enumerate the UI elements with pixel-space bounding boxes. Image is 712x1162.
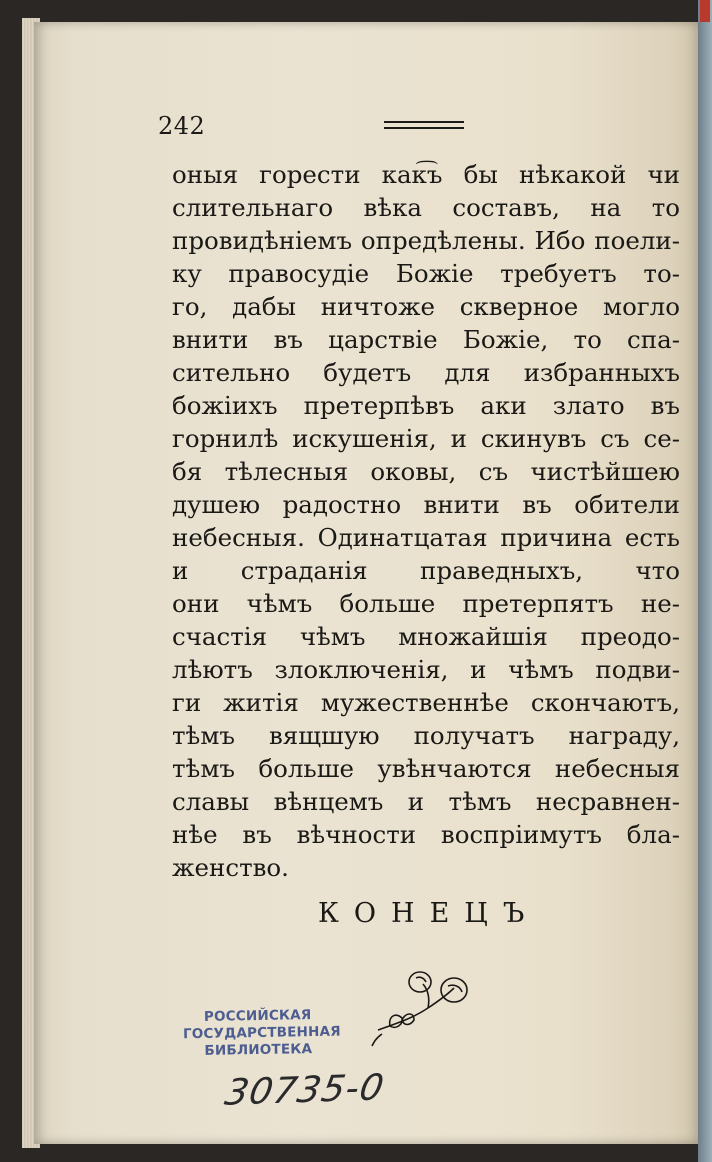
text-line: и страданія праведныхъ, что [172,556,680,585]
text-line: ку правосудіе Божіе требуетъ то- [172,259,680,288]
bookmark-marker [700,0,710,22]
floral-ornament-icon [368,968,478,1048]
stamp-line: БИБЛИОТЕКА [204,1041,313,1059]
text-line: внити въ царствіе Божіе, то спа- [172,325,680,354]
text-line: тѣмъ вящшую получатъ награду, [172,721,680,750]
header-rule [384,121,464,129]
text-line: женство. [172,853,289,882]
text-line: горнилѣ искушенія, и скинувъ съ се- [172,424,680,453]
right-edge-strip [698,0,712,1162]
page-number: 242 [158,112,206,140]
handwritten-shelfmark: 30735-0 [221,1067,388,1114]
text-line: они чѣмъ больше претерпятъ не- [172,589,680,618]
text-line: тѣмъ больше увѣнчаются небесныя [172,754,680,783]
text-line: бя тѣлесныя оковы, съ чистѣйшею [172,457,680,486]
text-line: нѣе въ вѣчности воспріимутъ бла- [172,820,680,849]
text-line: го, дабы ничтоже скверное могло [172,292,680,321]
text-line: оныя горести как͡ъ бы нѣкакой чи [172,160,680,189]
text-line: душею радостно внити въ обители [172,490,680,519]
text-line: счастія чѣмъ множайшія преодо- [172,622,680,651]
finis-heading: КОНЕЦЪ [318,898,540,929]
text-line: ги житія мужественнѣе скончаютъ, [172,688,680,717]
text-line: слительнаго вѣка составъ, на то [172,193,680,222]
text-line: небесныя. Одинатцатая причина есть [172,523,680,552]
text-line: провидѣніемъ опредѣлены. Ибо поели- [172,226,680,255]
text-line: славы вѣнцемъ и тѣмъ несравнен- [172,787,680,816]
stamp-line: ГОСУДАРСТВЕННАЯ [182,1023,341,1043]
text-line: лѣютъ злоключенія, и чѣмъ подви- [172,655,680,684]
library-stamp [182,1007,341,1061]
text-line: божіихъ претерпѣвъ аки злато въ [172,391,680,420]
stamp-line: РОССИЙСКАЯ [203,1007,312,1025]
text-line: сительно будетъ для избранныхъ [172,358,680,387]
